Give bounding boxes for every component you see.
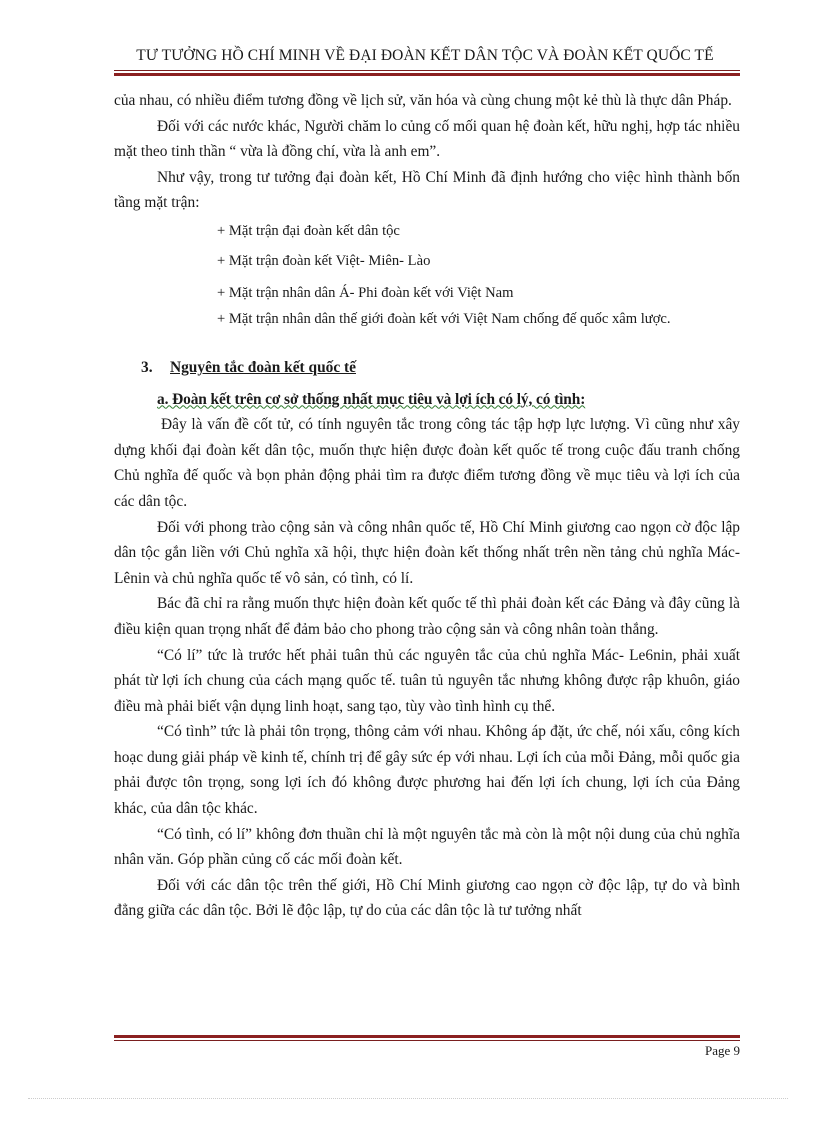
paragraph: “Có tình” tức là phải tôn trọng, thông cảm với nhau. Không áp đặt, ức chế, nói xấu, công kích hoạc dung giải pháp về kinh tế, chính trị để gây sức ép với nhau. Lợi ích của mỗi Đảng, mỗi quốc gia phải được tôn trọng, song lợi ích đó không được phương hai đến lợi ích chung, lợi ích của Đảng khác, của dân tộc khác. xyxy=(114,723,740,818)
paragraph: Đối với các nước khác, Người chăm lo củng cố mối quan hệ đoàn kết, hữu nghị, hợp tác nhiều mặt theo tinh thần “ vừa là đồng chí, vừa là anh em”. xyxy=(114,117,740,161)
list-item: + Mặt trận đoàn kết Việt- Miên- Lào xyxy=(217,252,431,269)
list-item: + Mặt trận đại đoàn kết dân tộc xyxy=(217,222,400,239)
paragraph: Như vậy, trong tư tưởng đại đoàn kết, Hồ Chí Minh đã định hướng cho việc hình thành bốn tầng mặt trận: xyxy=(114,168,740,212)
body-text xyxy=(114,88,740,924)
paragraph: “Có tình, có lí” không đơn thuần chỉ là một nguyên tắc mà còn là một nội dung của chủ nghĩa nhân văn. Góp phần củng cố các mối đoàn kết. xyxy=(114,825,740,869)
front-list xyxy=(114,218,740,332)
footer-rule-thin xyxy=(114,1040,740,1041)
paragraph: Đối với phong trào cộng sản và công nhân quốc tế, Hồ Chí Minh giương cao ngọn cờ độc lập dân tộc gắn liền với Chủ nghĩa xã hội, thực hiện đoàn kết thống nhất trên nền tảng chủ nghĩa Mác- Lênin và chủ nghĩa quốc tế vô sản, có tình, có lí. xyxy=(114,518,740,587)
paragraph: “Có lí” tức là trước hết phải tuân thủ các nguyên tắc của chủ nghĩa Mác- Le6nin, phải xuất phát từ lợi ích chung của cách mạng quốc tế. tuân tủ nguyên tắc nhưng không được rập khuôn, giáo điều mà phải biết vận dụng linh hoạt, sang tạo, tùy vào tình hình cụ thể. xyxy=(114,646,740,715)
paragraph-continuation: của nhau, có nhiều điểm tương đồng về lịch sử, văn hóa và cùng chung một kẻ thù là thực dân Pháp. xyxy=(114,92,732,109)
paragraph: Đây là vấn đề cốt tử, có tính nguyên tắc trong công tác tập hợp lực lượng. Vì cũng như xây dựng khối đại đoàn kết dân tộc, muốn thực hiện được đoàn kết quốc tế trong cuộc đấu tranh chống Chủ nghĩa đế quốc và bọn phản động phải tìm ra được điểm tương đồng về mục tiêu và lợi ích của các dân tộc. xyxy=(114,416,740,510)
section-title: Nguyên tắc đoàn kết quốc tế xyxy=(170,358,356,376)
section-number: 3. xyxy=(141,358,153,376)
footer-rule-thick xyxy=(114,1035,740,1038)
header-rule-thin xyxy=(114,70,740,71)
list-item: + Mặt trận nhân dân thế giới đoàn kết với Việt Nam chống đế quốc xâm lược. xyxy=(217,310,671,327)
page-number: Page 9 xyxy=(704,1043,740,1058)
paragraph: Bác đã chỉ ra rằng muốn thực hiện đoàn kết quốc tế thì phải đoàn kết các Đảng và đây cũng là điều kiện quan trọng nhất để đảm bảo cho phong trào cộng sản và công nhân toàn thắng. xyxy=(114,595,740,638)
list-item: + Mặt trận nhân dân Á- Phi đoàn kết với Việt Nam xyxy=(217,284,514,301)
subsection-heading: a. Đoàn kết trên cơ sở thống nhất mục tiêu và lợi ích có lý, có tình: xyxy=(157,390,586,408)
paragraph: Đối với các dân tộc trên thế giới, Hồ Chí Minh giương cao ngọn cờ độc lập, tự do và bình đẳng giữa các dân tộc. Bởi lẽ độc lập, tự do của các dân tộc là tư tưởng nhất xyxy=(114,876,740,920)
page-boundary xyxy=(28,1098,788,1099)
header-rule-thick xyxy=(114,73,740,76)
section-heading xyxy=(141,355,740,381)
running-header-title: TƯ TƯỞNG HỒ CHÍ MINH VỀ ĐẠI ĐOÀN KẾT DÂN TỘC VÀ ĐOÀN KẾT QUỐC TẾ xyxy=(136,47,714,64)
